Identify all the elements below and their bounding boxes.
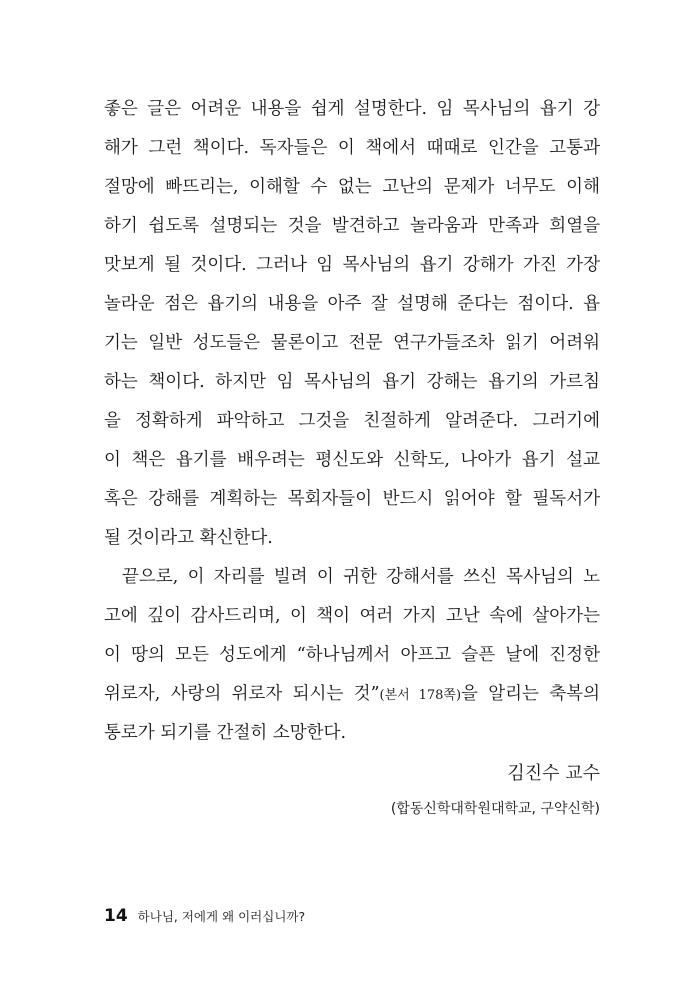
text-line: 맛보게 될 것이다. 그러나 임 목사님의 욥기 강해가 가진 가장 <box>104 255 600 275</box>
running-title: 하나님, 저에게 왜 이러십니까? <box>137 909 306 924</box>
text-line: 될 것이라고 확신한다. <box>104 528 273 548</box>
text-line-with-citation <box>104 675 600 714</box>
text-line: 이 책은 욥기를 배우려는 평신도와 신학도, 나아가 욥기 설교 <box>104 450 600 470</box>
text-line: 절망에 빠뜨리는, 이해할 수 없는 고난의 문제가 너무도 이해 <box>104 177 600 197</box>
author-signature: 김진수 교수 <box>507 763 600 784</box>
text-line: 하는 책이다. 하지만 임 목사님의 욥기 강해는 욥기의 가르침 <box>104 372 600 392</box>
author-affiliation: (합동신학대학원대학교, 구약신학) <box>390 801 600 817</box>
quote-text: 위로자, 사랑의 위로자 되시는 것” <box>104 684 380 704</box>
page-number: 14 <box>104 906 128 926</box>
text-line: 통로가 되기를 간절히 소망한다. <box>104 723 347 743</box>
text-line: 놀라운 점은 욥기의 내용을 아주 잘 설명해 준다는 점이다. 욥 <box>104 294 600 314</box>
text-line: 기는 일반 성도들은 물론이고 전문 연구가들조차 읽기 어려워 <box>104 333 600 353</box>
quote-tail: 을 알리는 축복의 <box>461 684 600 704</box>
text-line: 고에 깊이 감사드리며, 이 책이 여러 가지 고난 속에 살아가는 <box>104 606 600 626</box>
body-text <box>104 90 600 753</box>
text-line: 하기 쉽도록 설명되는 것을 발견하고 놀라움과 만족과 희열을 <box>104 216 600 236</box>
text-line: 혹은 강해를 계획하는 목회자들이 반드시 읽어야 할 필독서가 <box>104 489 600 509</box>
page-footer <box>104 906 305 936</box>
text-line: 이 땅의 모든 성도에게 “하나님께서 아프고 슬픈 날에 진정한 <box>104 645 600 665</box>
text-line: 을 정확하게 파악하고 그것을 친절하게 알려준다. 그러기에 <box>104 411 600 431</box>
text-line: 해가 그런 책이다. 독자들은 이 책에서 때때로 인간을 고통과 <box>104 138 600 158</box>
page-citation: (본서 178쪽) <box>379 688 462 703</box>
text-line: 좋은 글은 어려운 내용을 쉽게 설명한다. 임 목사님의 욥기 강 <box>104 99 600 119</box>
text-line: 끝으로, 이 자리를 빌려 이 귀한 강해서를 쓰신 목사님의 노 <box>122 567 600 587</box>
